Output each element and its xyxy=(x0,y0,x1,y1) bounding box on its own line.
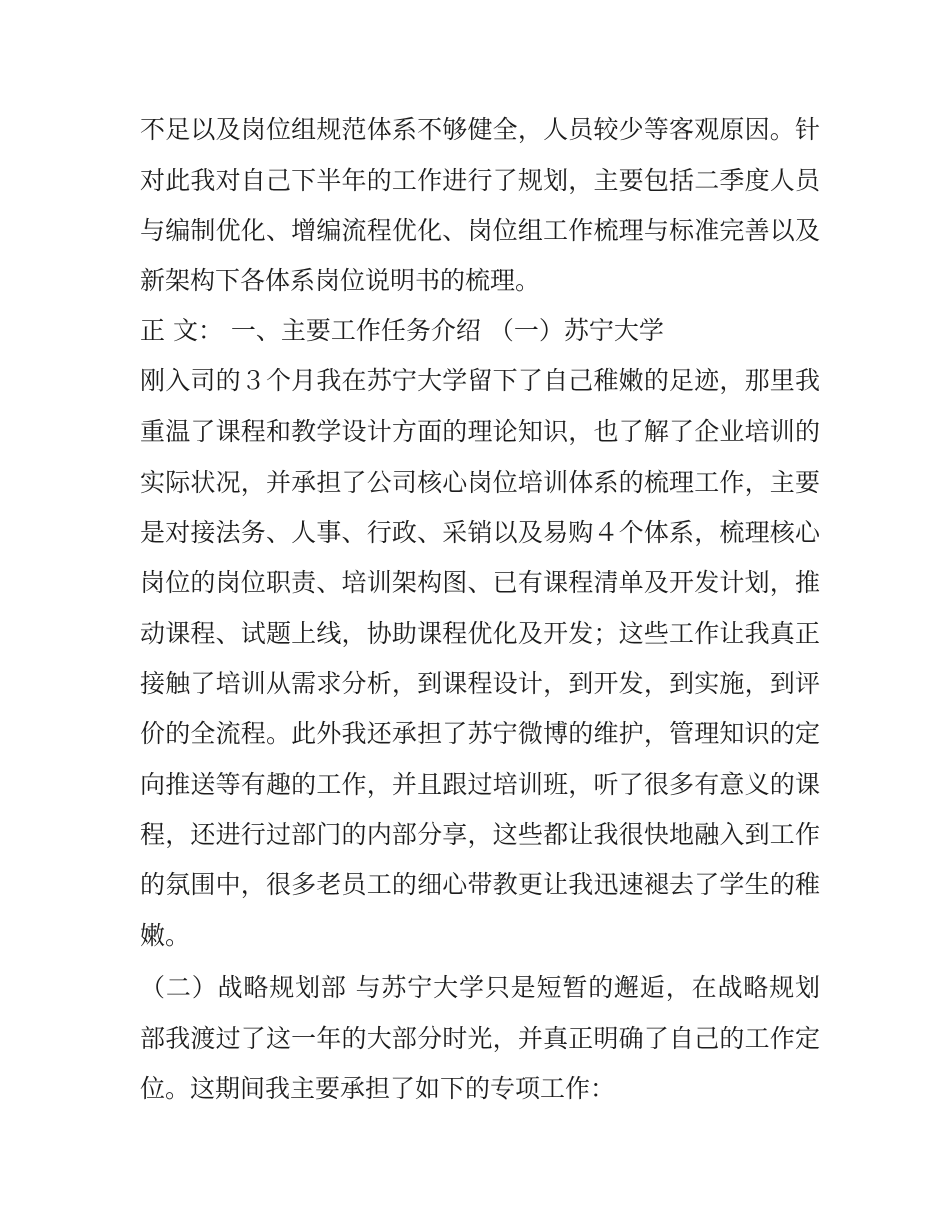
text-line: 不足以及岗位组规范体系不够健全，人员较少等客观原因。针 xyxy=(140,115,820,144)
text-line: 与编制优化、增编流程优化、岗位组工作梳理与标准完善以及 xyxy=(140,216,820,245)
text-line: 向推送等有趣的工作，并且跟过培训班，听了很多有意义的课 xyxy=(140,770,820,799)
text-line: 嫩。 xyxy=(140,921,191,950)
text-line: 是对接法务、人事、行政、采销以及易购４个体系，梳理核心 xyxy=(140,518,820,547)
text-line: 程，还进行过部门的内部分享，这些都让我很快地融入到工作 xyxy=(140,820,820,849)
text-line: 的氛围中，很多老员工的细心带教更让我迅速褪去了学生的稚 xyxy=(140,870,820,899)
section-heading: 正 文： 一、主要工作任务介绍 （一）苏宁大学 xyxy=(140,316,664,345)
text-line: 位。这期间我主要承担了如下的专项工作： xyxy=(140,1074,616,1103)
text-line: 重温了课程和教学设计方面的理论知识，也了解了企业培训的 xyxy=(140,417,820,446)
text-line: 新架构下各体系岗位说明书的梳理。 xyxy=(140,266,541,295)
text-line: 动课程、试题上线，协助课程优化及开发；这些工作让我真正 xyxy=(140,619,820,648)
text-line: 实际状况，并承担了公司核心岗位培训体系的梳理工作，主要 xyxy=(140,468,820,497)
text-line: 部我渡过了这一年的大部分时光，并真正明确了自己的工作定 xyxy=(140,1024,820,1053)
text-line: 岗位的岗位职责、培训架构图、已有课程清单及开发计划，推 xyxy=(140,568,820,597)
section-heading: （二）战略规划部 与苏宁大学只是短暂的邂逅，在战略规划 xyxy=(140,973,820,1002)
text-line: 对此我对自己下半年的工作进行了规划，主要包括二季度人员 xyxy=(140,166,820,195)
text-line: 刚入司的３个月我在苏宁大学留下了自己稚嫩的足迹，那里我 xyxy=(140,366,820,395)
text-line: 价的全流程。此外我还承担了苏宁微博的维护，管理知识的定 xyxy=(140,719,820,748)
text-line: 接触了培训从需求分析，到课程设计，到开发，到实施，到评 xyxy=(140,669,820,698)
